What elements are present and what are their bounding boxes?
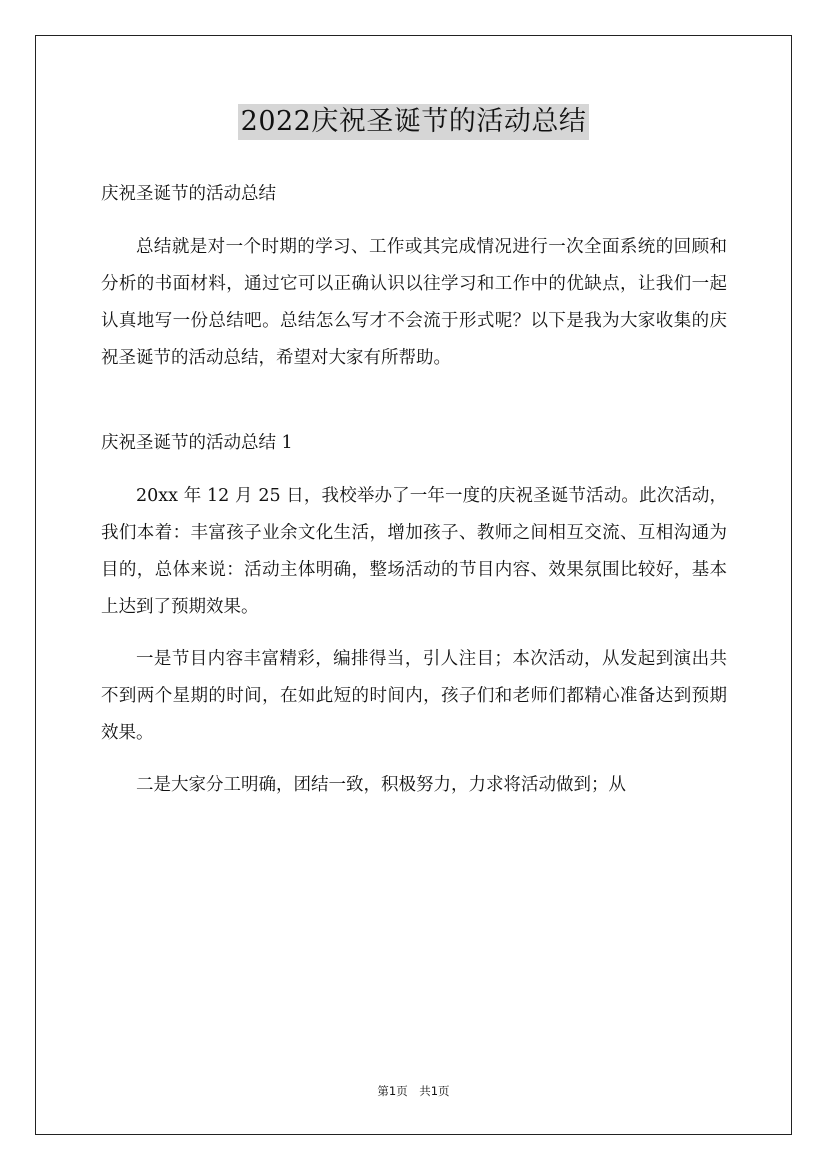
section-spacer [101,392,727,425]
document-title-text: 2022庆祝圣诞节的活动总结 [238,104,590,140]
section1-paragraph-3: 二是大家分工明确，团结一致，积极努力，力求将活动做到；从 [136,775,626,795]
section1-paragraph-1: 20xx 年 12 月 25 日，我校举办了一年一度的庆祝圣诞节活动。此次活动，我们本着：丰富孩子业余文化生活，增加孩子、教师之间相互交流、互相沟通为目的，总体来说：活动主体明确，整场活动的节目内容、效果氛围比较好，基本上达到了预期效果。 [101,486,727,617]
document-title [0,104,827,143]
intro-paragraph: 总结就是对一个时期的学习、工作或其完成情况进行一次全面系统的回顾和分析的书面材料，通过它可以正确认识以往学习和工作中的优缺点，让我们一起认真地写一份总结吧。总结怎么写才不会流于形式呢？以下是我为大家收集的庆祝圣诞节的活动总结，希望对大家有所帮助。 [101,237,727,368]
page-number-label: 第1页 共1页 [377,1084,450,1098]
intro-heading: 庆祝圣诞节的活动总结 [101,184,276,204]
document-body [101,176,727,819]
page-footer [0,1083,827,1099]
section1-heading: 庆祝圣诞节的活动总结 1 [101,433,293,453]
section1-paragraph-2: 一是节目内容丰富精彩，编排得当，引人注目；本次活动，从发起到演出共不到两个星期的时间，在如此短的时间内，孩子们和老师们都精心准备达到预期效果。 [101,649,727,743]
